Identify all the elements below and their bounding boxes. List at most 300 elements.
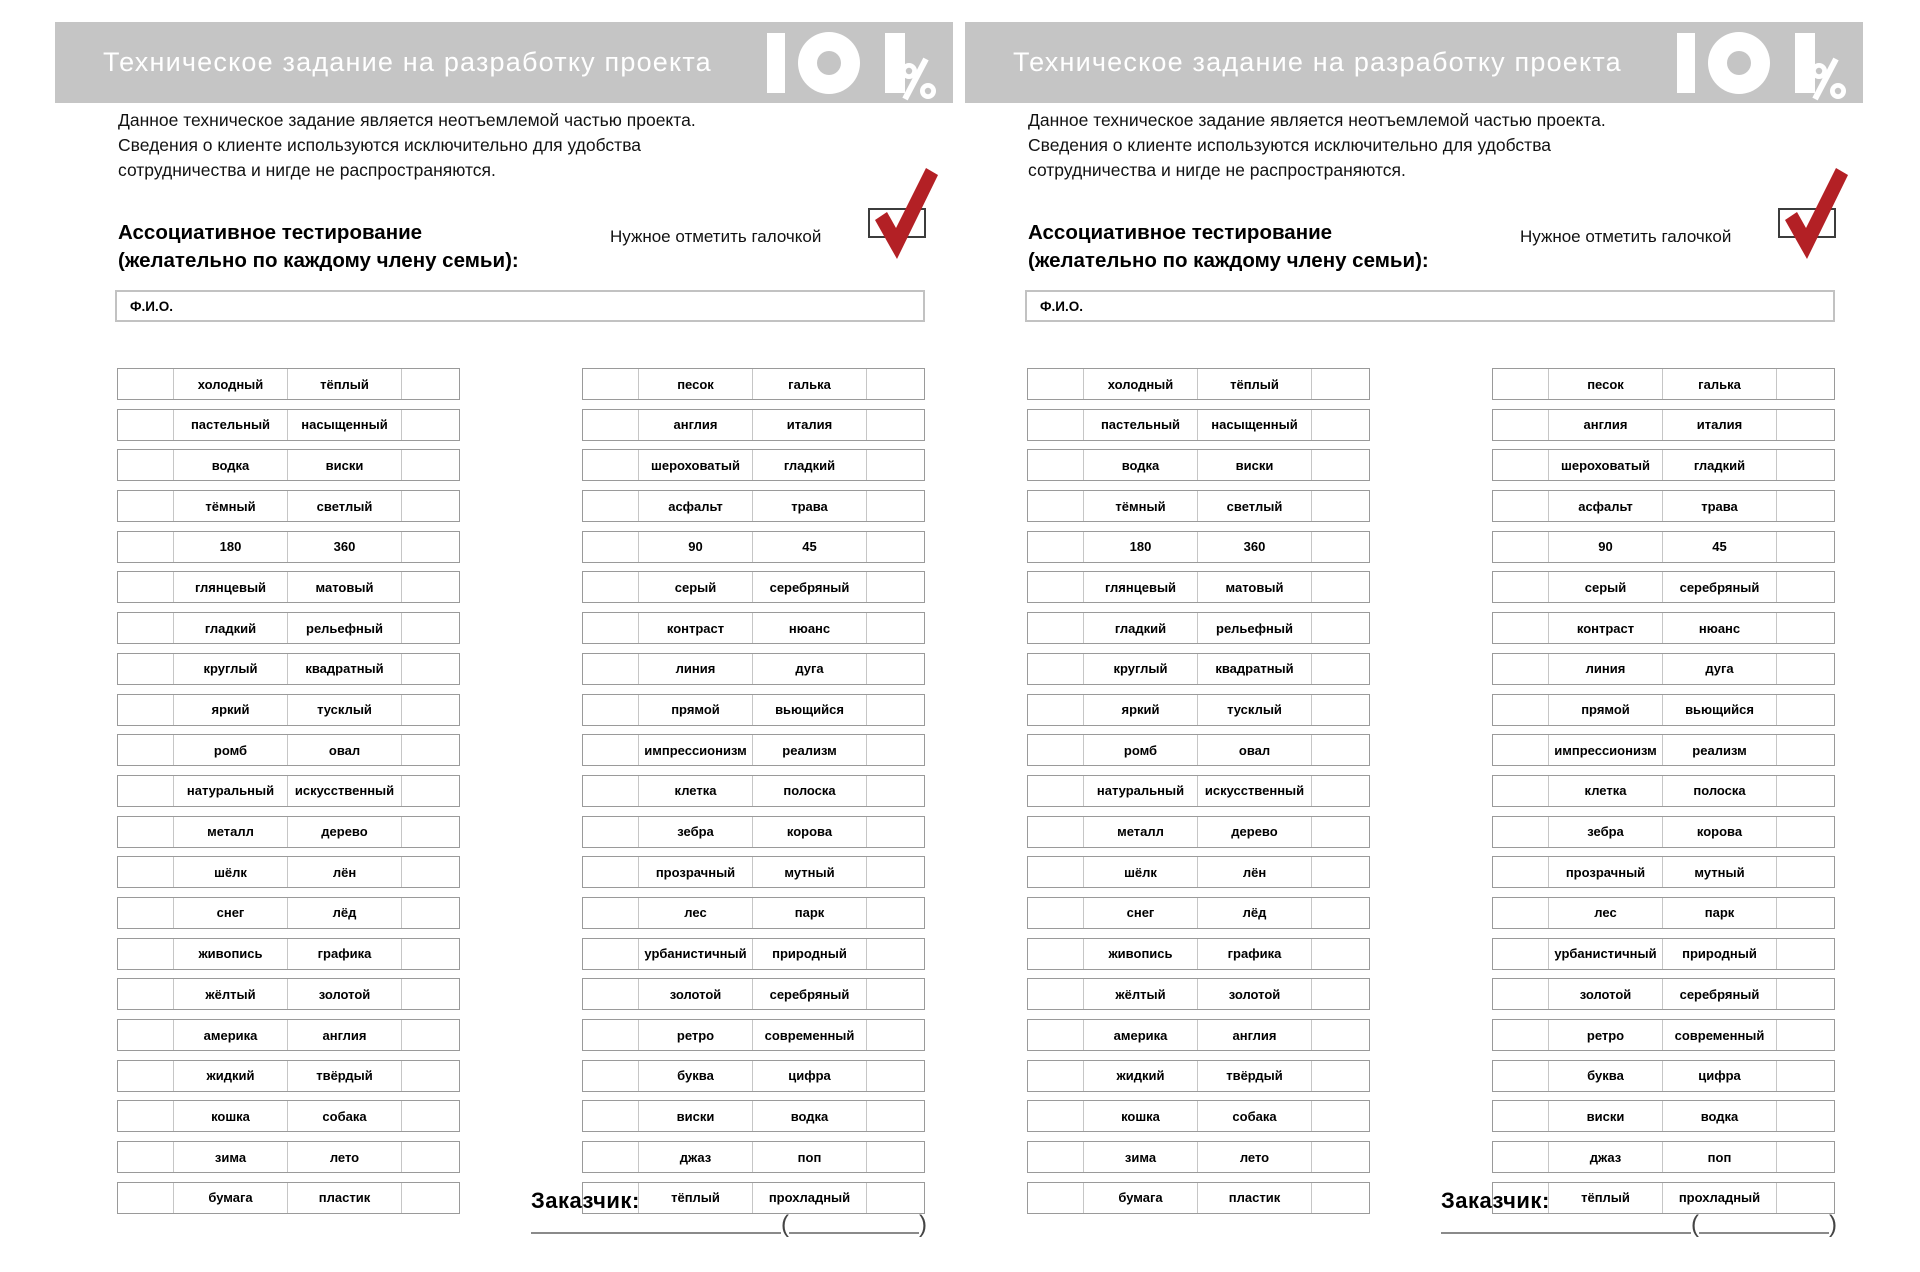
right-checkbox-cell[interactable]	[1311, 532, 1369, 562]
word-pair-row	[117, 490, 460, 522]
word-left: джаз	[1548, 1142, 1662, 1172]
right-checkbox-cell[interactable]	[866, 857, 924, 887]
intro-line-3: сотрудничества и нигде не распространяются.	[1028, 160, 1406, 180]
word-right: трава	[752, 491, 866, 521]
right-checkbox-cell[interactable]	[1776, 1061, 1834, 1091]
left-checkbox-cell[interactable]	[583, 654, 638, 684]
word-pair-row	[117, 1060, 460, 1092]
word-right: овал	[287, 735, 401, 765]
left-checkbox-cell[interactable]	[1028, 613, 1083, 643]
word-pair-row	[117, 1182, 460, 1214]
left-checkbox-cell[interactable]	[118, 1183, 173, 1213]
section-heading-line-2: (желательно по каждому члену семьи):	[118, 249, 519, 272]
initials-line-segment[interactable]	[1699, 1212, 1829, 1234]
left-checkbox-cell[interactable]	[1493, 410, 1548, 440]
word-pair-row	[117, 449, 460, 481]
word-right: светлый	[287, 491, 401, 521]
close-paren: )	[1829, 1211, 1837, 1238]
right-checkbox-cell[interactable]	[1311, 1020, 1369, 1050]
left-checkbox-cell[interactable]	[1028, 572, 1083, 602]
left-checkbox-cell[interactable]	[1493, 572, 1548, 602]
signature-line[interactable]	[1441, 1210, 1837, 1238]
association-table-right	[1492, 368, 1835, 1222]
word-right: виски	[1197, 450, 1311, 480]
word-left: англия	[638, 410, 752, 440]
left-checkbox-cell[interactable]	[1493, 979, 1548, 1009]
word-right: серебряный	[1662, 572, 1776, 602]
word-left: джаз	[638, 1142, 752, 1172]
left-checkbox-cell[interactable]	[1028, 817, 1083, 847]
word-left: зебра	[638, 817, 752, 847]
word-pair-row	[582, 694, 925, 726]
word-right: твёрдый	[287, 1061, 401, 1091]
right-checkbox-cell[interactable]	[1311, 695, 1369, 725]
right-checkbox-cell[interactable]	[1311, 410, 1369, 440]
left-checkbox-cell[interactable]	[1493, 1020, 1548, 1050]
word-pair-row	[117, 653, 460, 685]
right-checkbox-cell[interactable]	[1776, 817, 1834, 847]
left-checkbox-cell[interactable]	[1493, 939, 1548, 969]
right-checkbox-cell[interactable]	[401, 1101, 459, 1131]
word-pair-row	[582, 1060, 925, 1092]
right-checkbox-cell[interactable]	[1311, 857, 1369, 887]
signature-line-segment[interactable]	[531, 1212, 781, 1234]
word-pair-row	[1027, 897, 1370, 929]
sample-checkbox[interactable]	[868, 208, 926, 238]
sample-checkbox[interactable]	[1778, 208, 1836, 238]
left-checkbox-cell[interactable]	[583, 532, 638, 562]
right-checkbox-cell[interactable]	[1776, 939, 1834, 969]
word-right: искусственный	[287, 776, 401, 806]
right-checkbox-cell[interactable]	[866, 410, 924, 440]
right-checkbox-cell[interactable]	[1776, 1020, 1834, 1050]
word-right: насыщенный	[287, 410, 401, 440]
left-checkbox-cell[interactable]	[118, 898, 173, 928]
right-checkbox-cell[interactable]	[1311, 1183, 1369, 1213]
word-pair-row	[1492, 490, 1835, 522]
word-left: золотой	[638, 979, 752, 1009]
left-checkbox-cell[interactable]	[1493, 898, 1548, 928]
word-right: современный	[752, 1020, 866, 1050]
signature-line-segment[interactable]	[1441, 1212, 1691, 1234]
right-checkbox-cell[interactable]	[1311, 1142, 1369, 1172]
right-checkbox-cell[interactable]	[1776, 735, 1834, 765]
left-checkbox-cell[interactable]	[118, 735, 173, 765]
left-checkbox-cell[interactable]	[583, 939, 638, 969]
left-checkbox-cell[interactable]	[583, 695, 638, 725]
left-checkbox-cell[interactable]	[1028, 898, 1083, 928]
word-pair-row	[582, 571, 925, 603]
right-checkbox-cell[interactable]	[1311, 613, 1369, 643]
word-left: ретро	[638, 1020, 752, 1050]
left-checkbox-cell[interactable]	[118, 939, 173, 969]
word-left: америка	[1083, 1020, 1197, 1050]
right-checkbox-cell[interactable]	[1776, 410, 1834, 440]
left-checkbox-cell[interactable]	[118, 450, 173, 480]
right-checkbox-cell[interactable]	[401, 857, 459, 887]
left-checkbox-cell[interactable]	[583, 1101, 638, 1131]
right-checkbox-cell[interactable]	[866, 450, 924, 480]
left-checkbox-cell[interactable]	[118, 695, 173, 725]
left-checkbox-cell[interactable]	[583, 898, 638, 928]
word-left: прозрачный	[1548, 857, 1662, 887]
word-pair-row	[1027, 449, 1370, 481]
left-checkbox-cell[interactable]	[118, 491, 173, 521]
fio-field[interactable]	[115, 290, 925, 322]
signature-line[interactable]	[531, 1210, 927, 1238]
left-checkbox-cell[interactable]	[1028, 369, 1083, 399]
word-right: рельефный	[1197, 613, 1311, 643]
word-pair-row	[582, 938, 925, 970]
right-checkbox-cell[interactable]	[1311, 369, 1369, 399]
left-checkbox-cell[interactable]	[583, 857, 638, 887]
word-pair-row	[1492, 1060, 1835, 1092]
word-left: золотой	[1548, 979, 1662, 1009]
word-pair-row	[117, 409, 460, 441]
right-checkbox-cell[interactable]	[401, 491, 459, 521]
right-checkbox-cell[interactable]	[401, 450, 459, 480]
right-checkbox-cell[interactable]	[866, 1101, 924, 1131]
right-checkbox-cell[interactable]	[866, 613, 924, 643]
right-checkbox-cell[interactable]	[1311, 450, 1369, 480]
left-checkbox-cell[interactable]	[118, 776, 173, 806]
form-page	[55, 0, 961, 1272]
left-checkbox-cell[interactable]	[118, 532, 173, 562]
left-checkbox-cell[interactable]	[1493, 1101, 1548, 1131]
right-checkbox-cell[interactable]	[866, 369, 924, 399]
left-checkbox-cell[interactable]	[1493, 654, 1548, 684]
right-checkbox-cell[interactable]	[1776, 1101, 1834, 1131]
word-left: ромб	[1083, 735, 1197, 765]
left-checkbox-cell[interactable]	[1493, 735, 1548, 765]
left-checkbox-cell[interactable]	[1028, 450, 1083, 480]
word-pair-row	[1027, 409, 1370, 441]
right-checkbox-cell[interactable]	[401, 613, 459, 643]
word-left: прозрачный	[638, 857, 752, 887]
right-checkbox-cell[interactable]	[401, 1183, 459, 1213]
left-checkbox-cell[interactable]	[583, 817, 638, 847]
right-checkbox-cell[interactable]	[1776, 1183, 1834, 1213]
right-checkbox-cell[interactable]	[401, 735, 459, 765]
right-checkbox-cell[interactable]	[401, 654, 459, 684]
word-right: насыщенный	[1197, 410, 1311, 440]
word-pair-row	[117, 612, 460, 644]
word-pair-row	[1492, 938, 1835, 970]
left-checkbox-cell[interactable]	[118, 369, 173, 399]
intro-line-3: сотрудничества и нигде не распространяются.	[118, 160, 496, 180]
left-checkbox-cell[interactable]	[583, 369, 638, 399]
right-checkbox-cell[interactable]	[401, 939, 459, 969]
word-left: холодный	[173, 369, 287, 399]
right-checkbox-cell[interactable]	[866, 979, 924, 1009]
left-checkbox-cell[interactable]	[118, 1142, 173, 1172]
word-right: италия	[1662, 410, 1776, 440]
left-checkbox-cell[interactable]	[1493, 817, 1548, 847]
word-right: трава	[1662, 491, 1776, 521]
left-checkbox-cell[interactable]	[1493, 857, 1548, 887]
left-checkbox-cell[interactable]	[583, 1061, 638, 1091]
word-right: дерево	[287, 817, 401, 847]
right-checkbox-cell[interactable]	[401, 572, 459, 602]
right-checkbox-cell[interactable]	[1311, 572, 1369, 602]
word-right: вьющийся	[752, 695, 866, 725]
right-checkbox-cell[interactable]	[401, 1061, 459, 1091]
word-right: 360	[1197, 532, 1311, 562]
right-checkbox-cell[interactable]	[1311, 898, 1369, 928]
left-checkbox-cell[interactable]	[583, 979, 638, 1009]
word-left: импрессионизм	[638, 735, 752, 765]
left-checkbox-cell[interactable]	[118, 410, 173, 440]
left-checkbox-cell[interactable]	[118, 1101, 173, 1131]
right-checkbox-cell[interactable]	[1311, 1061, 1369, 1091]
word-left: линия	[1548, 654, 1662, 684]
word-pair-row	[117, 1019, 460, 1051]
word-pair-row	[1492, 409, 1835, 441]
left-checkbox-cell[interactable]	[1028, 979, 1083, 1009]
right-checkbox-cell[interactable]	[866, 695, 924, 725]
left-checkbox-cell[interactable]	[1493, 491, 1548, 521]
word-right: мутный	[752, 857, 866, 887]
word-left: клетка	[1548, 776, 1662, 806]
word-right: англия	[287, 1020, 401, 1050]
word-right: природный	[752, 939, 866, 969]
right-checkbox-cell[interactable]	[1776, 654, 1834, 684]
fio-field[interactable]	[1025, 290, 1835, 322]
right-checkbox-cell[interactable]	[1776, 1142, 1834, 1172]
right-checkbox-cell[interactable]	[1311, 817, 1369, 847]
right-checkbox-cell[interactable]	[866, 1061, 924, 1091]
left-checkbox-cell[interactable]	[1028, 410, 1083, 440]
right-checkbox-cell[interactable]	[866, 1183, 924, 1213]
right-checkbox-cell[interactable]	[1776, 491, 1834, 521]
check-note-label: Нужное отметить галочкой	[610, 227, 822, 246]
word-right: искусственный	[1197, 776, 1311, 806]
word-pair-row	[117, 938, 460, 970]
left-checkbox-cell[interactable]	[118, 1020, 173, 1050]
header-bar	[55, 22, 953, 103]
right-checkbox-cell[interactable]	[1311, 939, 1369, 969]
word-left: песок	[638, 369, 752, 399]
right-checkbox-cell[interactable]	[1776, 695, 1834, 725]
left-checkbox-cell[interactable]	[1493, 369, 1548, 399]
logo-101-percent-icon	[1677, 27, 1849, 101]
left-checkbox-cell[interactable]	[583, 735, 638, 765]
left-checkbox-cell[interactable]	[583, 613, 638, 643]
section-heading	[118, 219, 519, 275]
word-left: зима	[1083, 1142, 1197, 1172]
word-right: галька	[1662, 369, 1776, 399]
intro-line-2: Сведения о клиенте используются исключительно для удобства	[1028, 135, 1552, 155]
word-left: англия	[1548, 410, 1662, 440]
left-checkbox-cell[interactable]	[1493, 613, 1548, 643]
word-left: живопись	[1083, 939, 1197, 969]
right-checkbox-cell[interactable]	[401, 817, 459, 847]
right-checkbox-cell[interactable]	[866, 491, 924, 521]
right-checkbox-cell[interactable]	[866, 735, 924, 765]
intro-line-1: Данное техническое задание является неотъемлемой частью проекта.	[1028, 110, 1606, 130]
word-left: кошка	[1083, 1101, 1197, 1131]
word-right: пластик	[1197, 1183, 1311, 1213]
word-right: квадратный	[1197, 654, 1311, 684]
word-left: жидкий	[1083, 1061, 1197, 1091]
left-checkbox-cell[interactable]	[1028, 695, 1083, 725]
word-left: лес	[1548, 898, 1662, 928]
word-pair-row	[1492, 653, 1835, 685]
left-checkbox-cell[interactable]	[583, 1020, 638, 1050]
word-pair-row	[1027, 856, 1370, 888]
word-right: дуга	[752, 654, 866, 684]
right-checkbox-cell[interactable]	[1776, 369, 1834, 399]
left-checkbox-cell[interactable]	[1493, 776, 1548, 806]
word-right: 45	[752, 532, 866, 562]
right-checkbox-cell[interactable]	[866, 1142, 924, 1172]
left-checkbox-cell[interactable]	[583, 572, 638, 602]
word-right: полоска	[1662, 776, 1776, 806]
word-pair-row	[1027, 938, 1370, 970]
word-right: 360	[287, 532, 401, 562]
word-right: матовый	[287, 572, 401, 602]
right-checkbox-cell[interactable]	[401, 410, 459, 440]
word-pair-row	[117, 1100, 460, 1132]
left-checkbox-cell[interactable]	[1028, 857, 1083, 887]
word-left: тёмный	[173, 491, 287, 521]
left-checkbox-cell[interactable]	[118, 979, 173, 1009]
right-checkbox-cell[interactable]	[866, 572, 924, 602]
word-right: прохладный	[752, 1183, 866, 1213]
right-checkbox-cell[interactable]	[1776, 572, 1834, 602]
word-right: полоска	[752, 776, 866, 806]
right-checkbox-cell[interactable]	[1776, 532, 1834, 562]
left-checkbox-cell[interactable]	[1028, 735, 1083, 765]
left-checkbox-cell[interactable]	[1028, 1183, 1083, 1213]
word-right: лёд	[1197, 898, 1311, 928]
right-checkbox-cell[interactable]	[866, 898, 924, 928]
right-checkbox-cell[interactable]	[1311, 1101, 1369, 1131]
word-left: виски	[1548, 1101, 1662, 1131]
right-checkbox-cell[interactable]	[401, 1142, 459, 1172]
right-checkbox-cell[interactable]	[1776, 898, 1834, 928]
word-left: живопись	[173, 939, 287, 969]
check-note-label: Нужное отметить галочкой	[1520, 227, 1732, 246]
word-right: мутный	[1662, 857, 1776, 887]
left-checkbox-cell[interactable]	[1493, 695, 1548, 725]
open-paren: (	[1691, 1211, 1699, 1238]
right-checkbox-cell[interactable]	[401, 1020, 459, 1050]
word-pair-row	[582, 734, 925, 766]
right-checkbox-cell[interactable]	[866, 776, 924, 806]
left-checkbox-cell[interactable]	[583, 491, 638, 521]
left-checkbox-cell[interactable]	[583, 776, 638, 806]
right-checkbox-cell[interactable]	[401, 898, 459, 928]
right-checkbox-cell[interactable]	[1776, 857, 1834, 887]
right-checkbox-cell[interactable]	[401, 369, 459, 399]
left-checkbox-cell[interactable]	[1493, 450, 1548, 480]
association-table-right	[582, 368, 925, 1222]
right-checkbox-cell[interactable]	[401, 776, 459, 806]
word-pair-row	[582, 449, 925, 481]
word-pair-row	[582, 897, 925, 929]
right-checkbox-cell[interactable]	[401, 979, 459, 1009]
right-checkbox-cell[interactable]	[866, 532, 924, 562]
word-left: металл	[173, 817, 287, 847]
word-left: лес	[638, 898, 752, 928]
right-checkbox-cell[interactable]	[1311, 491, 1369, 521]
word-pair-row	[1027, 612, 1370, 644]
left-checkbox-cell[interactable]	[1028, 1101, 1083, 1131]
word-right: золотой	[287, 979, 401, 1009]
word-pair-row	[582, 775, 925, 807]
word-pair-row	[117, 1141, 460, 1173]
word-left: урбанистичный	[638, 939, 752, 969]
left-checkbox-cell[interactable]	[118, 654, 173, 684]
right-checkbox-cell[interactable]	[401, 532, 459, 562]
left-checkbox-cell[interactable]	[118, 817, 173, 847]
left-checkbox-cell[interactable]	[118, 857, 173, 887]
right-checkbox-cell[interactable]	[1311, 979, 1369, 1009]
right-checkbox-cell[interactable]	[1776, 776, 1834, 806]
right-checkbox-cell[interactable]	[866, 817, 924, 847]
word-left: снег	[1083, 898, 1197, 928]
left-checkbox-cell[interactable]	[1028, 491, 1083, 521]
left-checkbox-cell[interactable]	[1493, 1061, 1548, 1091]
word-right: галька	[752, 369, 866, 399]
word-left: песок	[1548, 369, 1662, 399]
word-left: зима	[173, 1142, 287, 1172]
section-heading	[1028, 219, 1429, 275]
left-checkbox-cell[interactable]	[1493, 1142, 1548, 1172]
word-pair-row	[1492, 1141, 1835, 1173]
left-checkbox-cell[interactable]	[118, 572, 173, 602]
word-right: серебряный	[1662, 979, 1776, 1009]
customer-label: Заказчик:	[531, 1188, 640, 1213]
right-checkbox-cell[interactable]	[866, 654, 924, 684]
left-checkbox-cell[interactable]	[118, 1061, 173, 1091]
left-checkbox-cell[interactable]	[1028, 1061, 1083, 1091]
left-checkbox-cell[interactable]	[118, 613, 173, 643]
word-right: дерево	[1197, 817, 1311, 847]
left-checkbox-cell[interactable]	[1028, 654, 1083, 684]
right-checkbox-cell[interactable]	[1311, 654, 1369, 684]
intro-text	[1028, 108, 1668, 183]
word-pair-row	[582, 1141, 925, 1173]
word-right: дуга	[1662, 654, 1776, 684]
word-pair-row	[117, 571, 460, 603]
left-checkbox-cell[interactable]	[1493, 532, 1548, 562]
left-checkbox-cell[interactable]	[1028, 532, 1083, 562]
left-checkbox-cell[interactable]	[1028, 939, 1083, 969]
right-checkbox-cell[interactable]	[1776, 450, 1834, 480]
word-pair-row	[1492, 612, 1835, 644]
word-left: тёплый	[638, 1183, 752, 1213]
right-checkbox-cell[interactable]	[1776, 979, 1834, 1009]
left-checkbox-cell[interactable]	[1028, 1020, 1083, 1050]
right-checkbox-cell[interactable]	[866, 1020, 924, 1050]
right-checkbox-cell[interactable]	[1776, 613, 1834, 643]
right-checkbox-cell[interactable]	[401, 695, 459, 725]
left-checkbox-cell[interactable]	[583, 450, 638, 480]
word-pair-row	[1027, 368, 1370, 400]
left-checkbox-cell[interactable]	[1028, 1142, 1083, 1172]
right-checkbox-cell[interactable]	[866, 939, 924, 969]
word-right: нюанс	[752, 613, 866, 643]
right-checkbox-cell[interactable]	[1311, 735, 1369, 765]
left-checkbox-cell[interactable]	[583, 410, 638, 440]
initials-line-segment[interactable]	[789, 1212, 919, 1234]
left-checkbox-cell[interactable]	[1028, 776, 1083, 806]
right-checkbox-cell[interactable]	[1311, 776, 1369, 806]
word-right: водка	[752, 1101, 866, 1131]
left-checkbox-cell[interactable]	[583, 1142, 638, 1172]
